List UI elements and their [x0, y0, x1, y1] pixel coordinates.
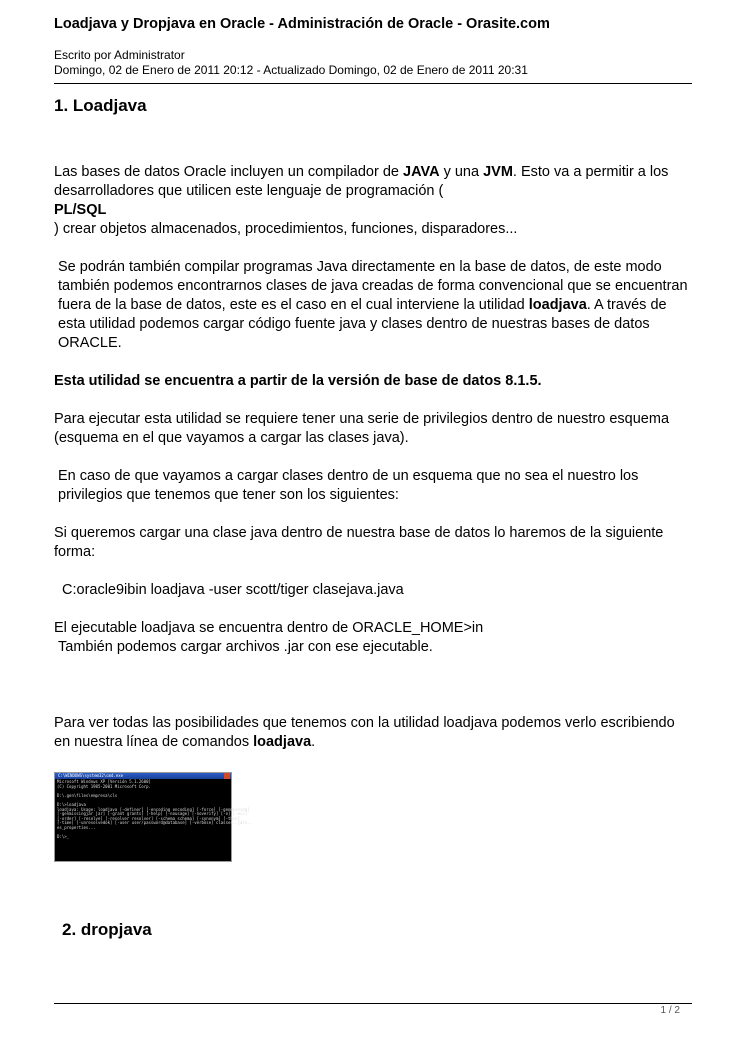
text-span: . A través de esta utilidad podemos cargar código fuente java y clases dentro de nuestras bases de datos ORACLE.: [58, 297, 667, 351]
bold-loadjava: loadjava: [253, 734, 312, 750]
cmd-output-line: D:\.gen\files\empresa\cls: [57, 792, 118, 798]
article-body: [54, 94, 694, 862]
page-number: 1 / 2: [660, 1005, 680, 1016]
cmd-output-line: [-order] [-resolve] [-resolver resolver] [-schema schema] [-synonym] [-thin]: [57, 815, 241, 821]
cmd-output-line: loadjava: Usage: loadjava [-definer] [-encoding encoding] [-force] [-genmissing]: [57, 806, 250, 812]
paragraph-executable: [54, 619, 694, 657]
paragraph-other-schema: En caso de que vayamos a cargar clases dentro de un esquema que no sea el nuestro los privilegios que tenemos que tener son los siguientes:: [58, 468, 639, 503]
bold-jvm: JVM: [483, 164, 513, 180]
command-example: C:oracle9ibin loadjava -user scott/tiger clasejava.java: [62, 582, 404, 598]
cmd-output-line: D:\>_: [57, 834, 70, 840]
text-span: El ejecutable loadjava se encuentra dentro de ORACLE_HOME>in: [54, 620, 484, 636]
section-heading-dropjava: 2. dropjava: [62, 920, 152, 939]
cmd-output-line: [-time] [-unresolvedok] [-user user/password@database] [-verbose] classes..jars..: [57, 820, 253, 826]
header-divider: [54, 83, 692, 84]
close-icon: [224, 773, 230, 779]
text-span: ) crear objetos almacenados, procedimientos, funciones, disparadores...: [54, 221, 518, 237]
footer-divider: [54, 1003, 692, 1004]
cmd-output-line: [-genmissingjar jar] [-grant grants] [-help] [-nousage] [-noverify] [-o] [-oci]: [57, 811, 248, 817]
text-span: . Esto va a permitir a los desarrolladores que utilicen este lenguaje de programación (: [54, 164, 669, 199]
section-heading-loadjava: 1. Loadjava: [54, 96, 147, 115]
cmd-window-titlebar: C:\WINDOWS\system32\cmd.exe: [55, 773, 231, 779]
cmd-screenshot-image: [54, 772, 253, 862]
paragraph-load-class: Si queremos cargar una clase java dentro de nuestra base de datos lo haremos de la siguiente forma:: [54, 525, 664, 560]
article-meta: [54, 48, 692, 78]
bold-loadjava: loadjava: [528, 297, 587, 313]
section-2: [62, 918, 152, 942]
paragraph-version: [54, 372, 694, 391]
paragraph-privileges: Para ejecutar esta utilidad se requiere tener una serie de privilegios dentro de nuestro esquema (esquema en el que vayamos a cargar las clases java).: [54, 411, 670, 446]
text-span: Se podrán también compilar programas Java directamente en la base de datos, de este modo también podemos encontrarnos clases de java creadas de forma convencional que se encuentran fuera de la base de datos, este es el caso en el cual interviene la utilidad: [58, 259, 688, 313]
text-span: y una: [439, 164, 484, 180]
date-line: Domingo, 02 de Enero de 2011 20:12 - Actualizado Domingo, 02 de Enero de 2011 20:31: [54, 63, 528, 77]
text-span: También podemos cargar archivos .jar con ese ejecutable.: [58, 639, 433, 655]
text-span: Las bases de datos Oracle incluyen un compilador de: [54, 164, 404, 180]
author-line: Escrito por Administrator: [54, 48, 185, 62]
bold-java: JAVA: [403, 164, 440, 180]
text-span: Para ver todas las posibilidades que tenemos con la utilidad loadjava podemos verlo escribiendo en nuestra línea de comandos: [54, 715, 675, 750]
paragraph-compile: [54, 258, 694, 353]
bold-plsql: PL/SQL: [54, 202, 107, 218]
cmd-output: [55, 779, 253, 841]
text-span: .: [311, 734, 316, 750]
cmd-output-line: (C) Copyright 1985-2001 Microsoft Corp.: [57, 783, 151, 789]
cmd-output-line: es_properties...: [57, 824, 96, 830]
page-header: [54, 15, 692, 78]
cmd-output-line: Microsoft Windows XP [Versión 5.1.2600]: [57, 779, 151, 784]
paragraph-see-options: [54, 714, 694, 752]
paragraph-intro: [54, 163, 694, 239]
cmd-output-line: D:\>loadjava: [57, 801, 86, 807]
document-title: Loadjava y Dropjava en Oracle - Administración de Oracle - Orasite.com: [54, 16, 550, 32]
bold-version-note: Esta utilidad se encuentra a partir de la versión de base de datos 8.1.5.: [54, 373, 542, 389]
